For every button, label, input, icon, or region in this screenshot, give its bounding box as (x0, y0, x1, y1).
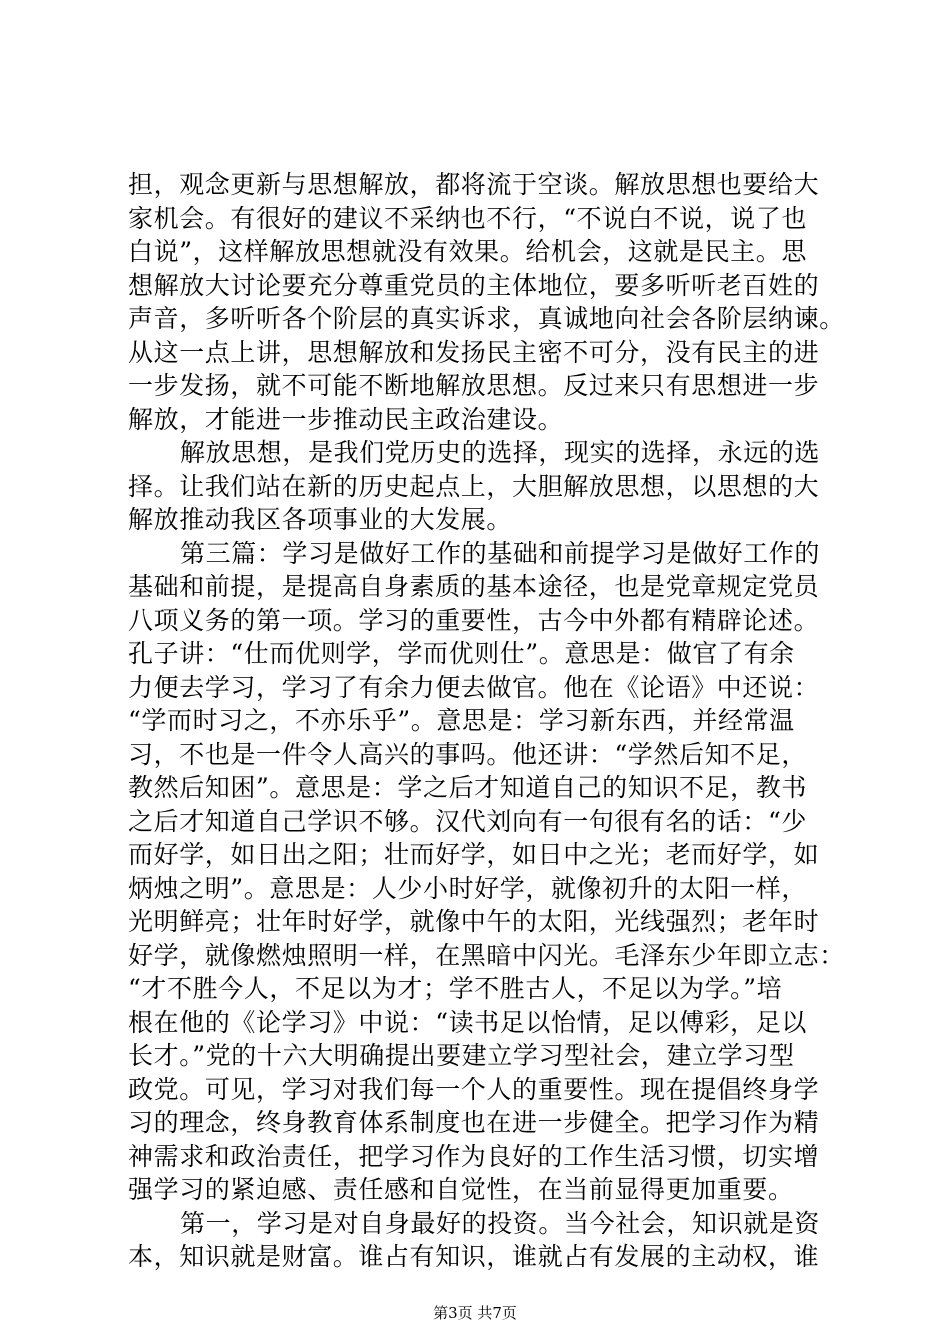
text-line: 基础和前提，是提高自身素质的基本途径，也是党章规定党员 (128, 572, 820, 601)
text-line: 光明鲜亮；壮年时好学，就像中午的太阳，光线强烈；老年时 (128, 907, 820, 936)
text-line: 八项义务的第一项。学习的重要性，古今中外都有精辟论述。 (128, 605, 820, 635)
text-line: 解放，才能进一步推动民主政治建设。 (128, 404, 564, 434)
text-line: 神需求和政治责任，把学习作为良好的工作生活习惯，切实增 (128, 1141, 820, 1171)
text-line: “才不胜今人，不足以为才；学不胜古人，不足以为学。”培 (128, 974, 783, 1003)
text-line: 想解放大讨论要充分尊重党员的主体地位，要多听听老百姓的 (128, 270, 820, 300)
text-line: 而好学，如日出之阳；壮而好学，如日中之光；老而好学，如 (128, 840, 820, 869)
text-line: 习的理念，终身教育体系制度也在进一步健全。把学习作为精 (128, 1108, 820, 1137)
paragraph-first-line: 解放思想，是我们党历史的选择，现实的选择，永远的选 (180, 438, 821, 467)
document-body (128, 168, 845, 1274)
text-line: 一步发扬，就不可能不断地解放思想。反过来只有思想进一步 (128, 371, 820, 400)
text-line: 白说”，这样解放思想就没有效果。给机会，这就是民主。思 (128, 237, 807, 266)
page-footer: 第3页 共7页 (433, 1304, 517, 1322)
text-line: 之后才知道自己学识不够。汉代刘向有一句很有名的话：“少 (128, 806, 807, 836)
text-line: 好学，就像燃烛照明一样，在黑暗中闪光。毛泽东少年即立志： (128, 940, 845, 970)
text-line: 家机会。有很好的建议不采纳也不行，“不说白不说，说了也 (128, 203, 807, 233)
text-line: 择。让我们站在新的历史起点上，大胆解放思想，以思想的大 (128, 471, 820, 501)
text-line: 力便去学习，学习了有余力便去做官。他在《论语》中还说： (128, 672, 820, 702)
text-line: 强学习的紧迫感、责任感和自觉性，在当前显得更加重要。 (128, 1175, 794, 1204)
text-line: 长才。”党的十六大明确提出要建立学习型社会，建立学习型 (128, 1041, 795, 1070)
section-heading-line: 第三篇：学习是做好工作的基础和前提学习是做好工作的 (180, 538, 821, 568)
text-line: “学而时习之，不亦乐乎”。意思是：学习新东西，并经常温 (128, 706, 795, 735)
text-line: 本，知识就是财富。谁占有知识，谁就占有发展的主动权，谁 (128, 1242, 820, 1271)
text-line: 根在他的《论学习》中说：“读书足以怡情，足以傅彩，足以 (128, 1007, 807, 1037)
text-line: 解放推动我区各项事业的大发展。 (128, 505, 513, 534)
text-line: 担，观念更新与思想解放，都将流于空谈。解放思想也要给大 (128, 170, 820, 199)
text-line: 习，不也是一件令人高兴的事吗。他还讲：“学然后知不足， (128, 739, 807, 769)
text-line: 孔子讲：“仕而优则学，学而优则仕”。意思是：做官了有余 (128, 639, 795, 668)
text-line: 炳烛之明”。意思是：人少小时好学，就像初升的太阳一样， (128, 873, 807, 903)
text-line: 教然后知困”。意思是：学之后才知道自己的知识不足，教书 (128, 773, 807, 802)
text-line: 声音，多听听各个阶层的真实诉求，真诚地向社会各阶层纳谏。 (128, 304, 845, 333)
paragraph-first-line: 第一，学习是对自身最好的投资。当今社会，知识就是资 (180, 1208, 821, 1238)
text-line: 从这一点上讲，思想解放和发扬民主密不可分，没有民主的进 (128, 337, 820, 367)
text-line: 政党。可见，学习对我们每一个人的重要性。现在提倡终身学 (128, 1074, 820, 1104)
